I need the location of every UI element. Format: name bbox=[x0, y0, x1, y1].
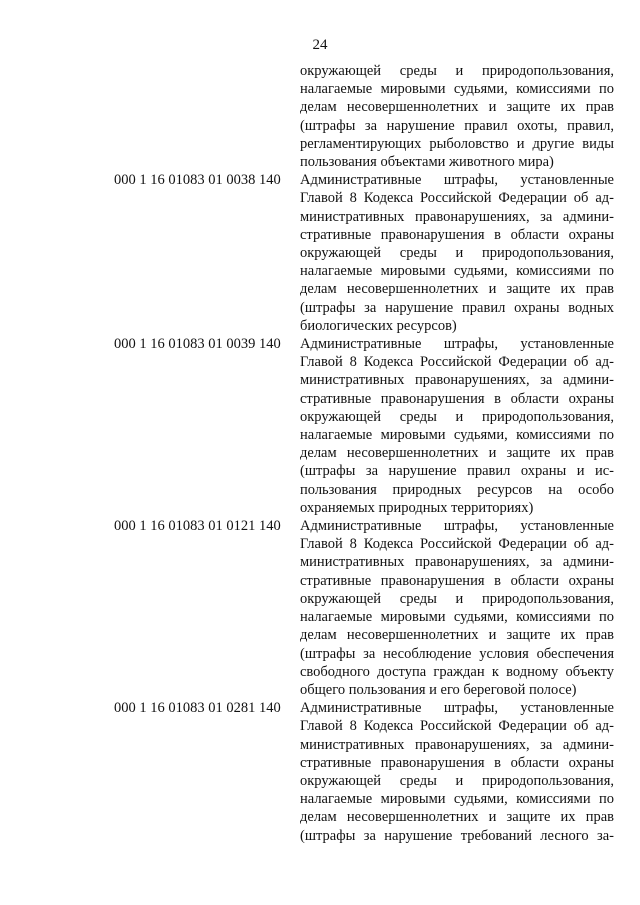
description-line: делам несовершеннолетних и защите их прав bbox=[300, 809, 614, 826]
page-number: 24 bbox=[312, 37, 328, 53]
description-line: окружающей среды и природопользования, bbox=[300, 408, 614, 425]
description-line: (штрафы за нарушение правил охраны и ис- bbox=[300, 463, 614, 480]
budget-code: 000 1 16 01083 01 0038 140 bbox=[114, 172, 281, 189]
description-line: (штрафы за нарушение требований лесного за- bbox=[300, 827, 614, 844]
description-line: пользования природных ресурсов на особо bbox=[300, 481, 614, 498]
document-body bbox=[0, 62, 640, 845]
description-line: регламентирующих рыболовство и другие виды bbox=[300, 135, 614, 152]
description-line: пользования объектами животного мира) bbox=[300, 154, 554, 171]
budget-code: 000 1 16 01083 01 0281 140 bbox=[114, 700, 281, 717]
description-line: Административные штрафы, установленные bbox=[300, 172, 614, 189]
entry-description bbox=[300, 62, 614, 171]
entry-description bbox=[300, 699, 614, 845]
description-line: окружающей среды и природопользования, bbox=[300, 772, 614, 789]
entry-description bbox=[300, 517, 614, 699]
description-line: свободного доступа граждан к водному объекту bbox=[300, 663, 614, 680]
description-line: стративные правонарушения в области охраны bbox=[300, 754, 614, 771]
description-line: Административные штрафы, установленные bbox=[300, 700, 614, 717]
description-line: министративных правонарушениях, за админи- bbox=[300, 208, 614, 225]
description-line: (штрафы за нарушение правил охраны водных bbox=[300, 299, 614, 316]
description-line: общего пользования и его береговой полосе) bbox=[300, 681, 577, 698]
description-line: министративных правонарушениях, за админи- bbox=[300, 372, 614, 389]
description-line: стративные правонарушения в области охраны bbox=[300, 572, 614, 589]
description-line: налагаемые мировыми судьями, комиссиями по bbox=[300, 791, 614, 808]
description-line: министративных правонарушениях, за админи- bbox=[300, 554, 614, 571]
description-line: окружающей среды и природопользования, bbox=[300, 590, 614, 607]
description-line: биологических ресурсов) bbox=[300, 317, 457, 334]
budget-code: 000 1 16 01083 01 0121 140 bbox=[114, 518, 281, 535]
entry-row bbox=[0, 171, 640, 335]
description-line: окружающей среды и природопользования, bbox=[300, 245, 614, 262]
entry-row bbox=[0, 699, 640, 845]
description-line: (штрафы за нарушение правил охоты, правил, bbox=[300, 117, 614, 134]
description-line: Главой 8 Кодекса Российской Федерации об ад- bbox=[300, 536, 614, 553]
description-line: налагаемые мировыми судьями, комиссиями по bbox=[300, 609, 614, 626]
entry-description bbox=[300, 171, 614, 335]
description-line: стративные правонарушения в области охраны bbox=[300, 390, 614, 407]
description-line: (штрафы за несоблюдение условия обеспечения bbox=[300, 645, 614, 662]
description-line: налагаемые мировыми судьями, комиссиями по bbox=[300, 81, 614, 98]
description-line: налагаемые мировыми судьями, комиссиями по bbox=[300, 263, 614, 280]
budget-code: 000 1 16 01083 01 0039 140 bbox=[114, 336, 281, 353]
entry-row bbox=[0, 62, 640, 171]
description-line: делам несовершеннолетних и защите их прав bbox=[300, 99, 614, 116]
description-line: стративные правонарушения в области охраны bbox=[300, 226, 614, 243]
description-line: Главой 8 Кодекса Российской Федерации об ад- bbox=[300, 190, 614, 207]
description-line: Административные штрафы, установленные bbox=[300, 336, 614, 353]
description-line: делам несовершеннолетних и защите их прав bbox=[300, 445, 614, 462]
description-line: охраняемых природных территориях) bbox=[300, 499, 534, 516]
description-line: налагаемые мировыми судьями, комиссиями по bbox=[300, 427, 614, 444]
description-line: Главой 8 Кодекса Российской Федерации об ад- bbox=[300, 718, 614, 735]
description-line: министративных правонарушениях, за админи- bbox=[300, 736, 614, 753]
description-line: Главой 8 Кодекса Российской Федерации об ад- bbox=[300, 354, 614, 371]
description-line: окружающей среды и природопользования, bbox=[300, 63, 614, 79]
description-line: делам несовершеннолетних и защите их прав bbox=[300, 627, 614, 644]
description-line: делам несовершеннолетних и защите их прав bbox=[300, 281, 614, 298]
entry-row bbox=[0, 517, 640, 699]
entry-description bbox=[300, 335, 614, 517]
entry-row bbox=[0, 335, 640, 517]
description-line: Административные штрафы, установленные bbox=[300, 518, 614, 535]
